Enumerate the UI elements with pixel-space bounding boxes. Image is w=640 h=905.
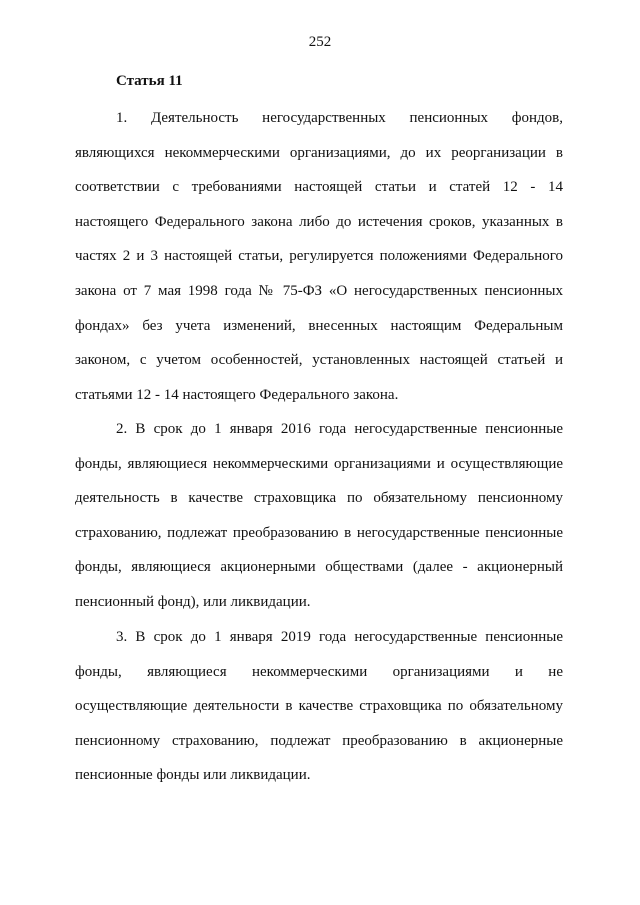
paragraph-line: фондах» без учета изменений, внесенных настоящим Федеральным [75, 317, 563, 334]
paragraph-3 [75, 620, 563, 793]
paragraph-line: пенсионный фонд), или ликвидации. [75, 593, 311, 610]
paragraph-line: страхованию, подлежат преобразованию в негосударственные пенсионные [75, 524, 563, 541]
paragraph-line: пенсионные фонды или ликвидации. [75, 767, 311, 784]
paragraph-line: законом, с учетом особенностей, установленных настоящей статьей и [75, 352, 563, 369]
paragraph-line: фонды, являющиеся некоммерческими организациями и осуществляющие [75, 455, 563, 472]
paragraph-line: статьями 12 - 14 настоящего Федерального закона. [75, 386, 399, 403]
paragraph-line: осуществляющие деятельности в качестве страховщика по обязательному [75, 698, 563, 715]
paragraph-line: деятельность в качестве страховщика по обязательному пенсионному [75, 490, 563, 507]
paragraph-line: пенсионному страхованию, подлежат преобразованию в акционерные [75, 732, 563, 749]
paragraph-1 [75, 101, 563, 412]
paragraph-line: фонды, являющиеся акционерными обществами (далее - акционерный [75, 559, 563, 576]
paragraph-line: настоящего Федерального закона либо до истечения сроков, указанных в [75, 213, 563, 230]
paragraph-line: закона от 7 мая 1998 года № 75-ФЗ «О негосударственных пенсионных [75, 282, 563, 299]
paragraph-line: частях 2 и 3 настоящей статьи, регулируется положениями Федерального [75, 248, 563, 265]
page-number: 252 [308, 34, 332, 50]
paragraph-line: 3. В срок до 1 января 2019 года негосударственные пенсионные [116, 629, 563, 645]
paragraph-line: фонды, являющиеся некоммерческими организациями и не [75, 663, 563, 680]
paragraph-line: являющихся некоммерческими организациями, до их реорганизации в [75, 144, 563, 161]
paragraph-2 [75, 412, 563, 620]
paragraph-line: 1. Деятельность негосударственных пенсионных фондов, [116, 110, 563, 126]
article-title: Статья 11 [116, 73, 183, 89]
paragraph-line: соответствии с требованиями настоящей статьи и статей 12 - 14 [75, 179, 563, 196]
paragraph-line: 2. В срок до 1 января 2016 года негосударственные пенсионные [116, 421, 563, 437]
